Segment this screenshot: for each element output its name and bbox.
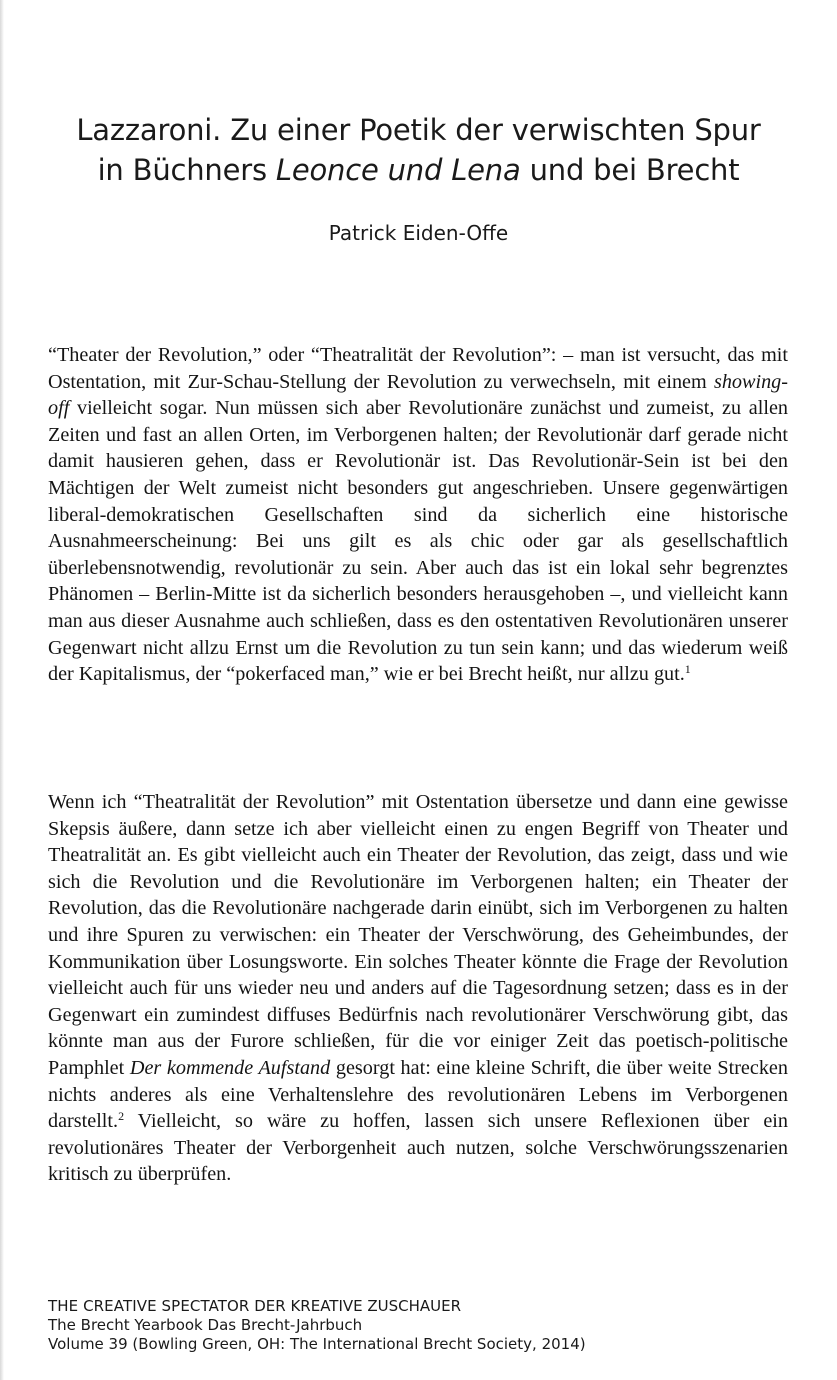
footer-volume-line: Volume 39 (Bowling Green, OH: The International Brecht Society, 2014)	[48, 1335, 586, 1353]
footnote-marker-2[interactable]: 2	[118, 1109, 125, 1124]
title-line-1: Lazzaroni. Zu einer Poetik der verwischten Spur	[76, 113, 761, 147]
article-title	[40, 110, 797, 190]
footer-series-line	[48, 1297, 788, 1316]
paragraph-1-start: “Theater der Revolution,” oder “Theatralität der Revolution”: – man ist versucht, das mit Ostentation, mit Zur-Schau-Stellung der Revolution zu verwechseln, mit einem	[48, 344, 788, 393]
title-line-2-end: und bei Brecht	[520, 153, 740, 187]
title-play-name: Leonce und Lena	[275, 153, 521, 187]
title-line-2	[40, 150, 797, 190]
paragraph-1	[48, 342, 788, 688]
footnote-marker-1[interactable]: 1	[684, 662, 691, 677]
title-line-2-start: in Büchners	[97, 153, 276, 187]
footer-yearbook-german: Das Brecht-Jahrbuch	[202, 1316, 363, 1334]
paragraph-2-middle: gesorgt hat: eine kleine Schrift, die über weite Strecken nichts anderes als eine Verhaltenslehre des revolutionären Lebens im Verborgenen darstellt.	[48, 1056, 788, 1133]
paragraph-1-end: vielleicht sogar. Nun müssen sich aber Revolutionäre zunächst und zumeist, zu allen Zeiten und fast an allen Orten, im Verborgenen halten; der Revolutionär darf gerade nicht damit hausieren gehen, dass er Revolutionär ist. Das Revolutionär-Sein ist bei den Mächtigen der Welt zumeist nicht besonders gut angeschrieben. Unsere gegenwärtigen liberal-demokratischen Gesellschaften sind da sicherlich eine historische Ausnahmeerscheinung: Bei uns gilt es als chic oder gar als gesellschaftlich überlebensnotwendig, revolutionär zu sein. Aber auch das ist ein lokal sehr begrenztes Phänomen – Berlin-Mitte ist da sicherlich besonders herausgehoben –, und vielleicht kann man aus dieser Ausnahme auch schließen, dass es den ostentativen Revolutionären unserer Gegenwart nicht allzu Ernst um die Revolution zu tun sein kann; und das wiederum weiß der Kapitalismus, der “pokerfaced man,” wie er bei Brecht heißt, nur allzu gut.	[48, 397, 788, 686]
paragraph-2	[48, 789, 788, 1188]
footer-yearbook-english: The Brecht Yearbook	[48, 1316, 203, 1334]
publication-footer	[48, 1297, 788, 1354]
footer-yearbook-line	[48, 1316, 788, 1335]
paragraph-2-end: Vielleicht, so wäre zu hoffen, lassen sich unsere Reflexionen über ein revolutionäres Theater der Verborgenheit auch nutzen, solche Verschwörungsszenarien kritisch zu überprüfen.	[48, 1110, 788, 1186]
footer-series-german: DER KREATIVE ZUSCHAUER	[249, 1297, 462, 1315]
paragraph-2-italic-title: Der kommende Aufstand	[129, 1056, 331, 1079]
footer-series-english: THE CREATIVE SPECTATOR	[48, 1297, 250, 1315]
paragraph-1-italic-term: showing-off	[48, 370, 788, 420]
page-edge-shadow	[0, 0, 4, 1380]
paragraph-2-start: Wenn ich “Theatralität der Revolution” mit Ostentation übersetze und dann eine gewisse Skepsis äußere, dann setze ich aber vielleicht einen zu engen Begriff von Theater und Theatralität an. Es gibt vielleicht auch ein Theater der Revolution, das zeigt, dass und wie sich die Revolution und die Revolutionäre im Verborgenen halten; ein Theater der Revolution, das die Revolutionäre nachgerade darin einübt, sich im Verborgenen zu halten und ihre Spuren zu verwischen: ein Theater der Verschwörung, des Geheimbundes, der Kommunikation über Losungsworte. Ein solches Theater könnte die Frage der Revolution vielleicht auch für uns wieder neu und anders auf die Tagesordnung setzen; dass es in der Gegenwart ein zumindest diffuses Bedürfnis nach revolutionärer Verschwörung gibt, das könnte man aus der Furore schließen, für die vor einiger Zeit das poetisch-politische Pamphlet	[48, 791, 788, 1079]
article-author: Patrick Eiden-Offe	[328, 221, 509, 245]
